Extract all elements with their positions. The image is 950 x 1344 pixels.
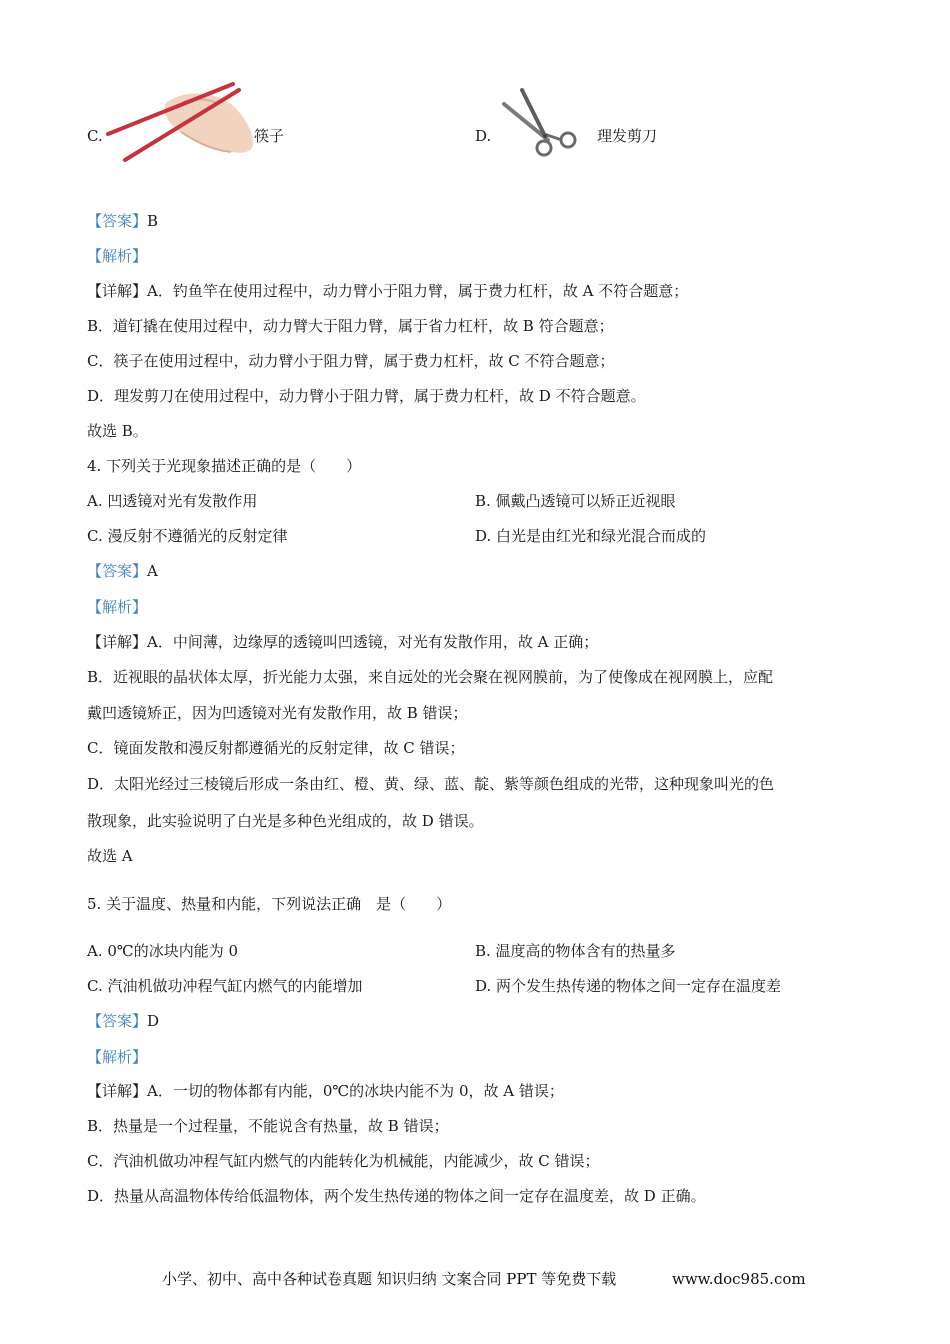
option-c: C. 漫反射不遵循光的反射定律 — [87, 527, 288, 545]
option-d-label: 理发剪刀 — [597, 127, 658, 145]
option-d: D. 两个发生热传递的物体之间一定存在温度差 — [475, 977, 782, 995]
answer-tag: 【答案】 — [87, 1012, 148, 1030]
explanation-line: D．太阳光经过三棱镜后形成一条由红、橙、黄、绿、蓝、靛、紫等颜色组成的光带，这种现象叫光的色 — [87, 775, 775, 793]
explanation-line: C．筷子在使用过程中，动力臂小于阻力臂，属于费力杠杆，故 C 不符合题意； — [87, 352, 615, 370]
explanation-line: A．钓鱼竿在使用过程中，动力臂小于阻力臂，属于费力杠杆，故 A 不符合题意； — [147, 282, 689, 300]
explanation-line: B．近视眼的晶状体太厚，折光能力太强，来自远处的光会聚在视网膜前，为了使像成在视网膜上，应配 — [87, 668, 774, 686]
explanation-line: 散现象，此实验说明了白光是多种色光组成的，故 D 错误。 — [87, 812, 484, 830]
detail-line — [87, 632, 598, 652]
explanation-line: A．一切的物体都有内能，0℃的冰块内能不为 0，故 A 错误； — [147, 1082, 564, 1100]
answer-value: D — [147, 1012, 160, 1030]
option-c-label: 筷子 — [254, 127, 285, 145]
analysis-tag: 【解析】 — [87, 247, 148, 265]
detail-tag: 【详解】 — [87, 1082, 148, 1100]
answer-line — [87, 561, 158, 581]
detail-tag: 【详解】 — [87, 282, 148, 300]
explanation-line: A．中间薄，边缘厚的透镜叫凹透镜，对光有发散作用，故 A 正确； — [147, 633, 599, 651]
option-d: D. 白光是由红光和绿光混合而成的 — [475, 527, 707, 545]
explanation-line: C．汽油机做功冲程气缸内燃气的内能转化为机械能，内能减少，故 C 错误； — [87, 1152, 600, 1170]
detail-tag: 【详解】 — [87, 633, 148, 651]
answer-tag: 【答案】 — [87, 562, 148, 580]
option-c: C. 汽油机做功冲程气缸内燃气的内能增加 — [87, 977, 363, 995]
chopsticks-hand-image — [103, 80, 255, 164]
footer-text: 小学、初中、高中各种试卷真题 知识归纳 文案合同 PPT 等免费下载 — [162, 1270, 617, 1288]
option-c-letter: C. — [87, 127, 103, 145]
explanation-line: B．热量是一个过程量，不能说含有热量，故 B 错误； — [87, 1117, 449, 1135]
question-stem: 4. 下列关于光现象描述正确的是（ ） — [87, 457, 362, 475]
question-stem: 5. 关于温度、热量和内能，下列说法正确 是（ ） — [87, 895, 452, 913]
option-d-letter: D. — [475, 127, 492, 145]
option-a: A. 凹透镜对光有发散作用 — [87, 492, 258, 510]
analysis-tag: 【解析】 — [87, 1048, 148, 1066]
analysis-tag: 【解析】 — [87, 598, 148, 616]
answer-tag: 【答案】 — [87, 212, 148, 230]
option-b: B. 佩戴凸透镜可以矫正近视眼 — [475, 492, 676, 510]
answer-line — [87, 1011, 159, 1031]
conclusion-line: 故选 A — [87, 847, 133, 865]
explanation-line: D．理发剪刀在使用过程中，动力臂小于阻力臂，属于费力杠杆，故 D 不符合题意。 — [87, 387, 646, 405]
explanation-line: D．热量从高温物体传给低温物体，两个发生热传递的物体之间一定存在温度差，故 D 正确。 — [87, 1187, 706, 1205]
answer-line — [87, 211, 158, 231]
detail-line — [87, 281, 688, 301]
scissors-image — [500, 88, 586, 162]
answer-value: A — [147, 562, 158, 580]
explanation-line: 戴凹透镜矫正，因为凹透镜对光有发散作用，故 B 错误； — [87, 704, 468, 722]
footer-site-link[interactable]: www.doc985.com — [672, 1270, 806, 1288]
option-a: A. 0℃的冰块内能为 0 — [87, 942, 239, 960]
conclusion-line: 故选 B。 — [87, 422, 148, 440]
detail-line — [87, 1081, 564, 1101]
explanation-line: B．道钉撬在使用过程中，动力臂大于阻力臂，属于省力杠杆，故 B 符合题意； — [87, 317, 614, 335]
option-b: B. 温度高的物体含有的热量多 — [475, 942, 676, 960]
explanation-line: C．镜面发散和漫反射都遵循光的反射定律，故 C 错误； — [87, 739, 465, 757]
answer-value: B — [147, 212, 159, 230]
